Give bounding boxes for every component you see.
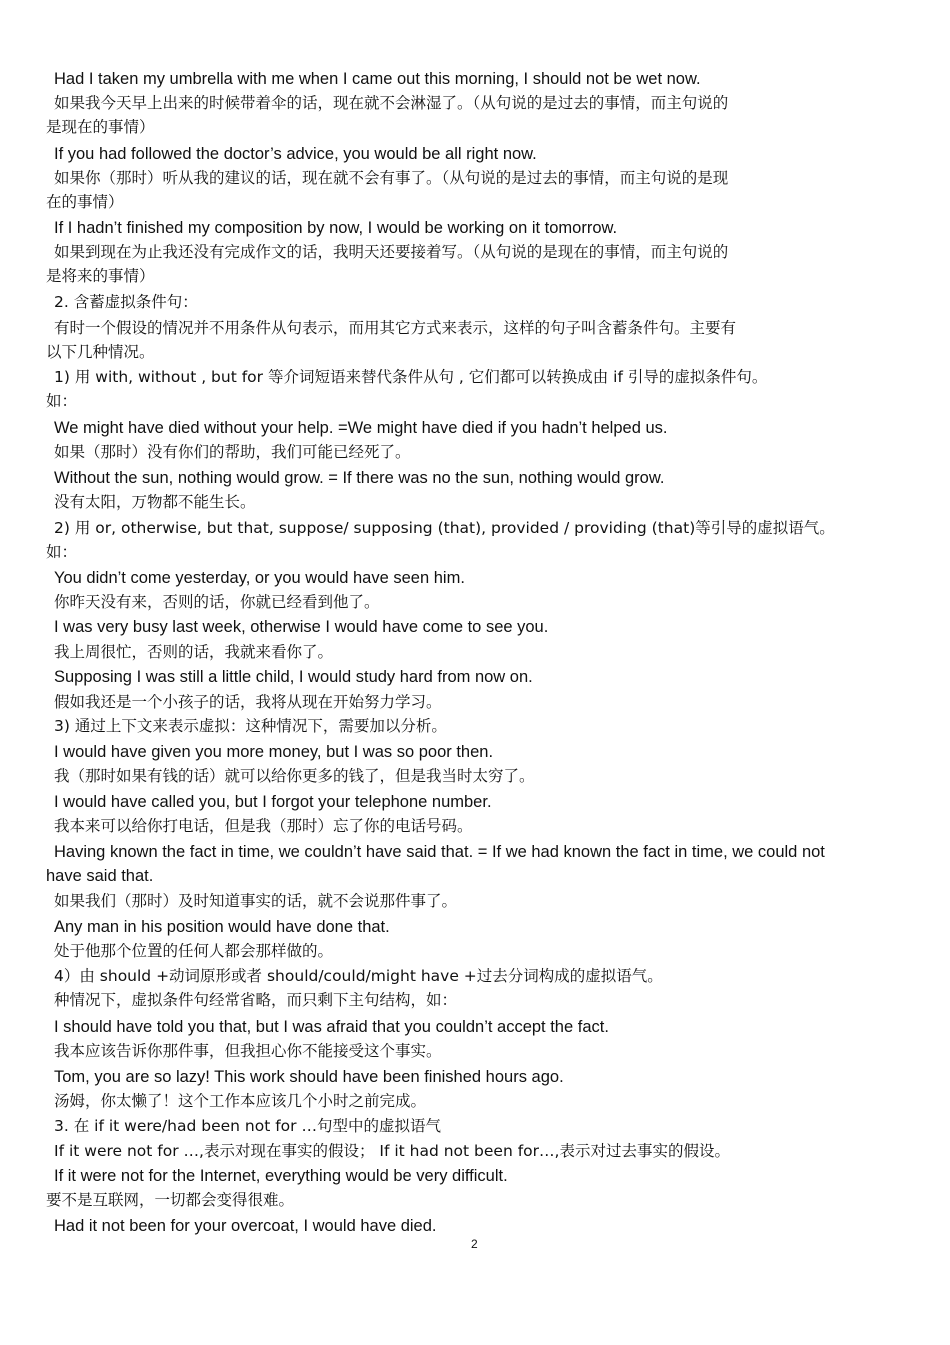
text-line: 我（那时如果有钱的话）就可以给你更多的钱了，但是我当时太穷了。 (54, 767, 535, 785)
page-number: 2 (471, 1237, 478, 1251)
text-line: 有时一个假设的情况并不用条件从句表示，而用其它方式来表示，这样的句子叫含蓄条件句。主要有 (54, 319, 737, 337)
text-line: Had I taken my umbrella with me when I came out this morning, I should not be wet now. (54, 70, 701, 88)
text-line: 以下几种情况。 (46, 343, 155, 361)
text-line: 我本应该告诉你那件事，但我担心你不能接受这个事实。 (54, 1042, 442, 1060)
text-line: 我本来可以给你打电话，但是我（那时）忘了你的电话号码。 (54, 817, 473, 835)
section-heading: 3. 在 if it were/had been not for …句型中的虚拟语气 (54, 1117, 441, 1135)
text-line: 如： (46, 392, 78, 410)
text-line: 你昨天没有来，否则的话，你就已经看到他了。 (54, 593, 380, 611)
text-line: 我上周很忙，否则的话，我就来看你了。 (54, 643, 334, 661)
text-line: 2) 用 or, otherwise, but that, suppose/ supposing (that), provided / providing (that)等引导的虚拟语气。 (54, 519, 835, 537)
text-line: 没有太阳，万物都不能生长。 (54, 493, 256, 511)
text-line: 如果我们（那时）及时知道事实的话，就不会说那件事了。 (54, 892, 458, 910)
text-line: 1) 用 with, without , but for 等介词短语来替代条件从句 , 它们都可以转换成由 if 引导的虚拟条件句。 (54, 368, 768, 386)
text-line: 是将来的事情） (46, 267, 155, 285)
text-line: 处于他那个位置的任何人都会那样做的。 (54, 942, 334, 960)
text-line: Tom, you are so lazy! This work should have been finished hours ago. (54, 1068, 564, 1086)
text-line: 3) 通过上下文来表示虚拟：这种情况下，需要加以分析。 (54, 717, 447, 735)
text-line: 如果（那时）没有你们的帮助，我们可能已经死了。 (54, 443, 411, 461)
text-line: I was very busy last week, otherwise I would have come to see you. (54, 618, 549, 636)
text-line: Having known the fact in time, we couldn’t have said that. = If we had known the fact in time, we could not (54, 843, 825, 861)
text-line: 4）由 should +动词原形或者 should/could/might have +过去分词构成的虚拟语气。 (54, 967, 663, 985)
text-line: We might have died without your help. =We might have died if you hadn’t helped us. (54, 419, 668, 437)
section-heading: 2. 含蓄虚拟条件句： (54, 293, 198, 311)
text-line: 是现在的事情） (46, 118, 155, 136)
text-line: 如果到现在为止我还没有完成作文的话，我明天还要接着写。（从句说的是现在的事情，而主句说的 (54, 243, 729, 261)
text-line: 种情况下，虚拟条件句经常省略，而只剩下主句结构，如： (54, 991, 458, 1009)
text-line: If I hadn’t finished my composition by now, I would be working on it tomorrow. (54, 219, 618, 237)
text-line: If you had followed the doctor’s advice, you would be all right now. (54, 145, 537, 163)
text-line: 要不是互联网，一切都会变得很难。 (46, 1191, 295, 1209)
text-line: 如果我今天早上出来的时候带着伞的话，现在就不会淋湿了。（从句说的是过去的事情，而主句说的 (54, 94, 729, 112)
text-line: 如果你（那时）听从我的建议的话，现在就不会有事了。（从句说的是过去的事情，而主句说的是现 (54, 169, 729, 187)
text-line: If it were not for the Internet, everything would be very difficult. (54, 1167, 508, 1185)
text-line: Supposing I was still a little child, I would study hard from now on. (54, 668, 533, 686)
text-line: If it were not for …,表示对现在事实的假设； If it had not been for…,表示对过去事实的假设。 (54, 1142, 730, 1160)
text-line: 汤姆，你太懒了！这个工作本应该几个小时之前完成。 (54, 1092, 427, 1110)
text-line: have said that. (46, 867, 154, 885)
text-line: Had it not been for your overcoat, I would have died. (54, 1217, 437, 1235)
text-line: You didn’t come yesterday, or you would have seen him. (54, 569, 465, 587)
text-line: I would have called you, but I forgot your telephone number. (54, 793, 492, 811)
text-line: I would have given you more money, but I was so poor then. (54, 743, 494, 761)
text-line: I should have told you that, but I was afraid that you couldn’t accept the fact. (54, 1018, 609, 1036)
text-line: 如： (46, 543, 78, 561)
text-line: 在的事情） (46, 193, 124, 211)
text-line: 假如我还是一个小孩子的话，我将从现在开始努力学习。 (54, 693, 442, 711)
text-line: Without the sun, nothing would grow. = If there was no the sun, nothing would grow. (54, 469, 665, 487)
text-line: Any man in his position would have done that. (54, 918, 390, 936)
